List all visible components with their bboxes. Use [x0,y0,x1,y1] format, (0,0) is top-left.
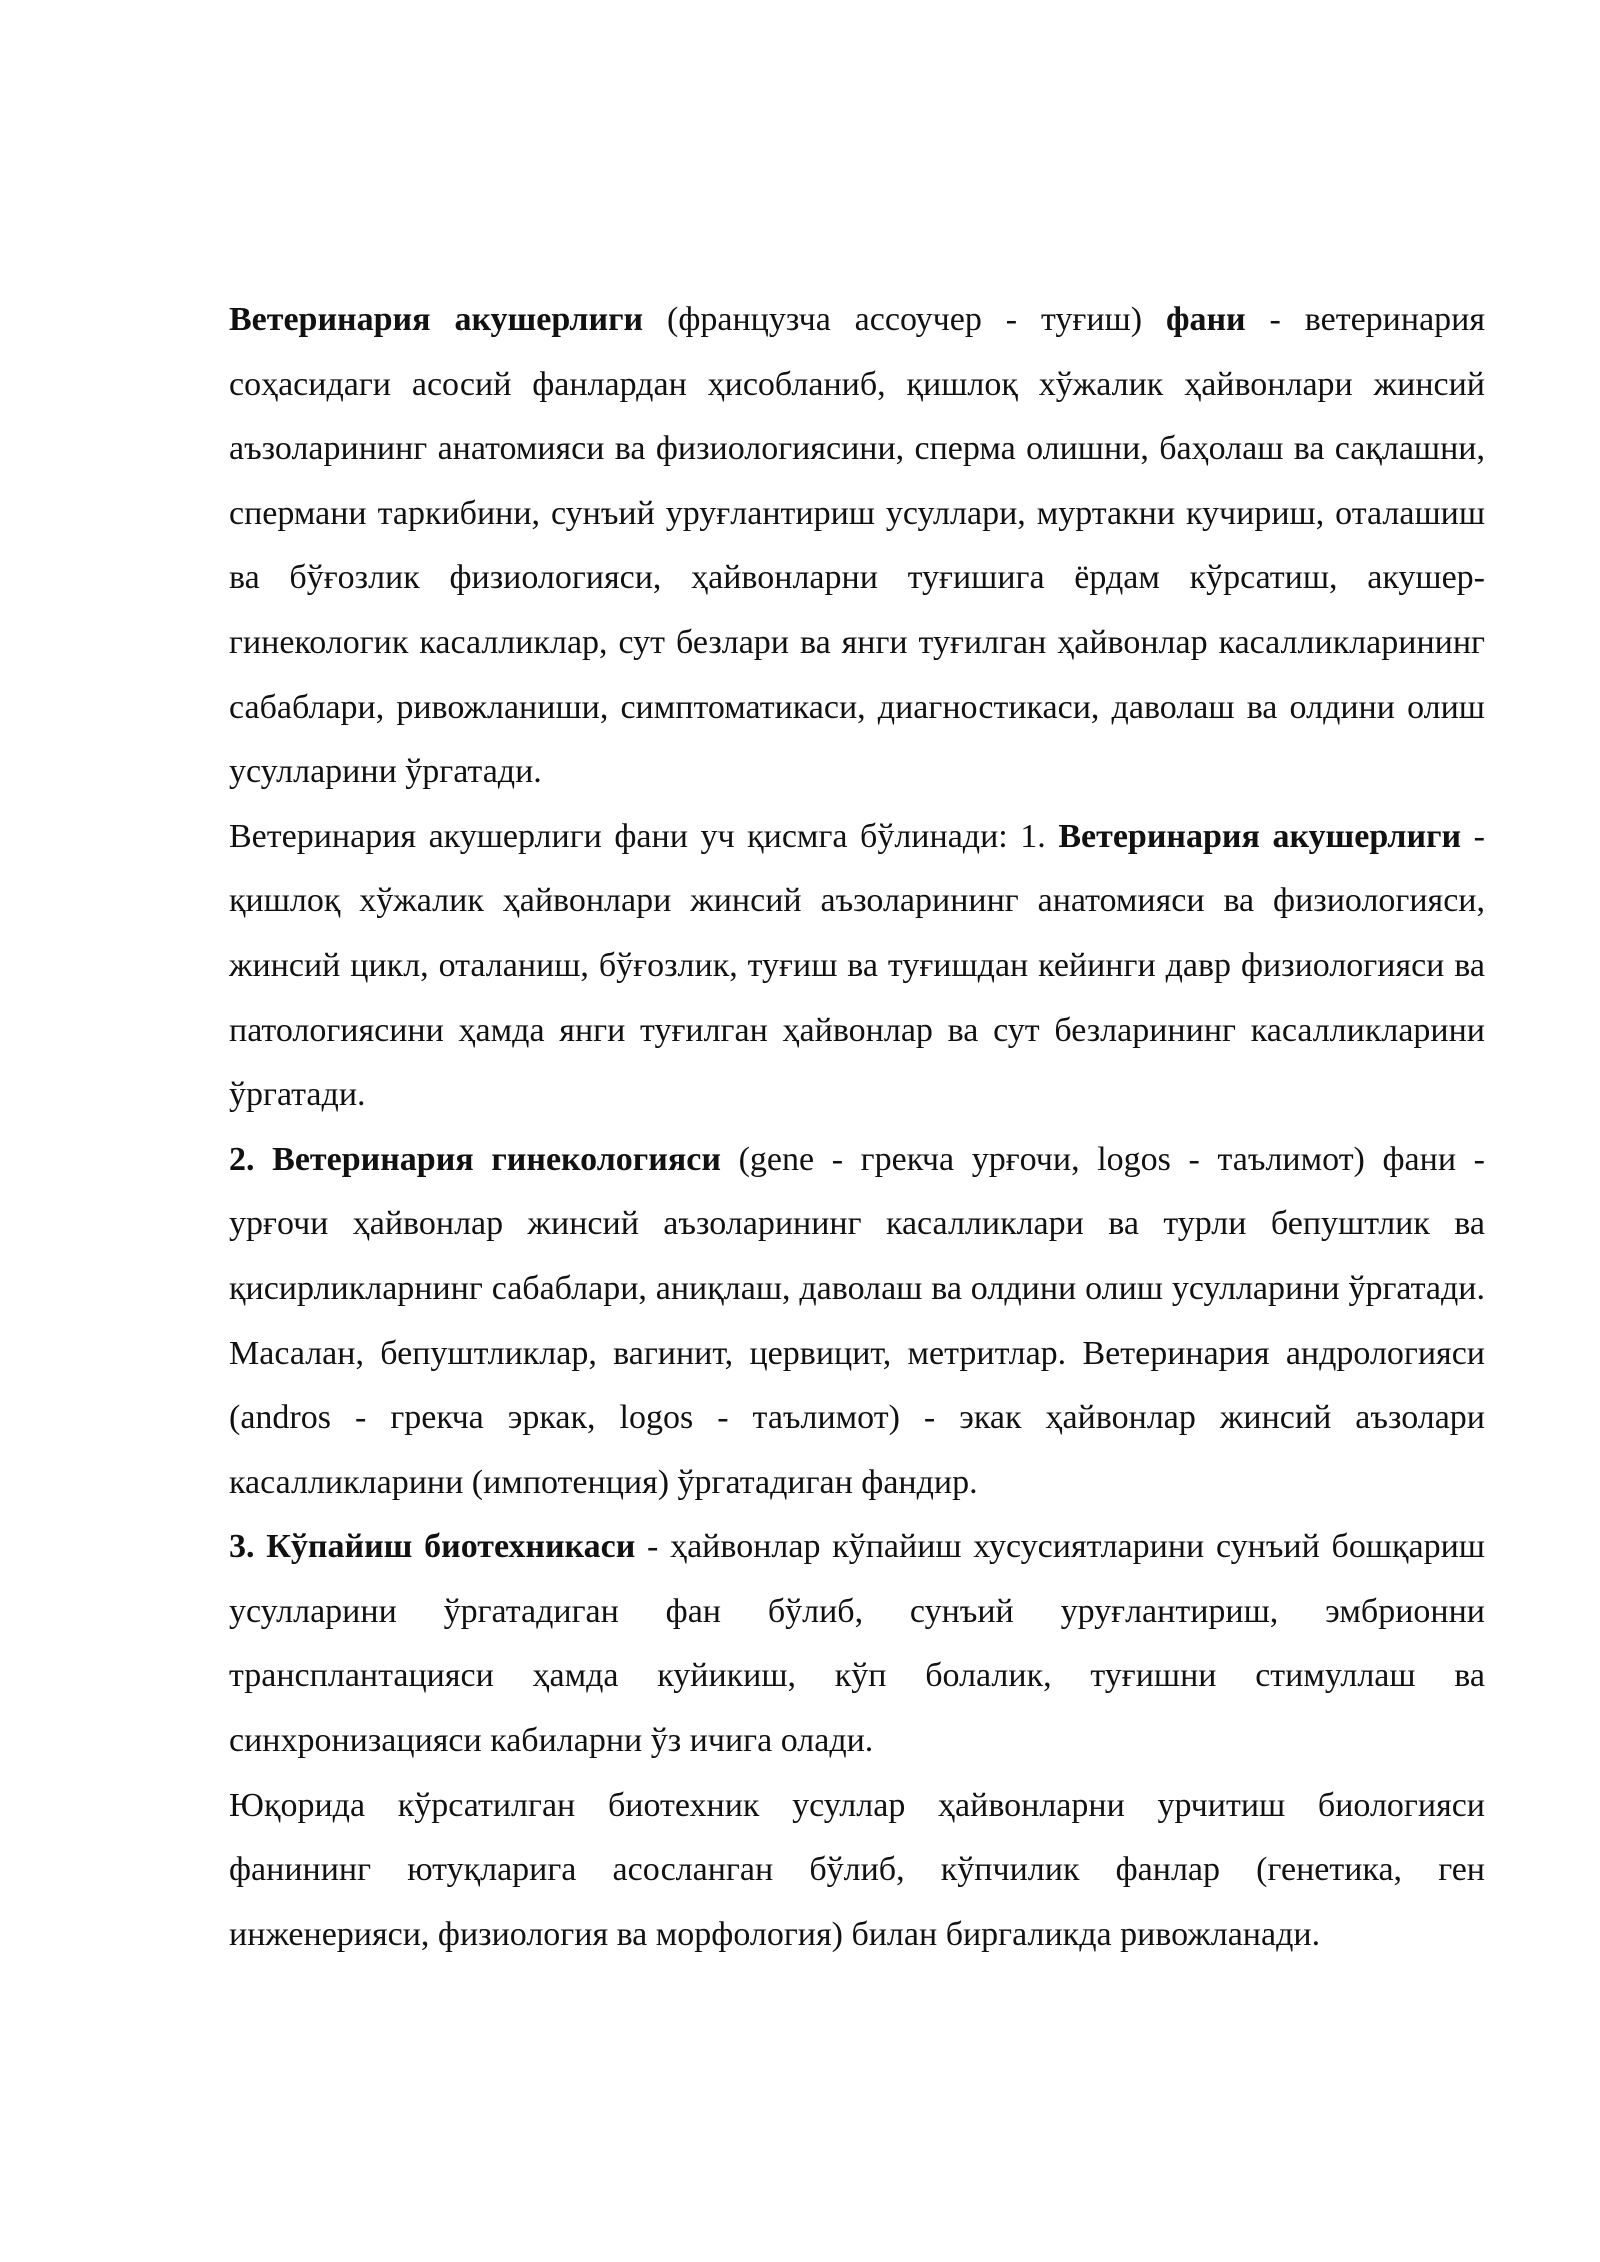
paragraph-text: Юқорида кўрсатилган биотехник усуллар ҳайвонларни урчитиш биологияси фанининг ютуқларига асосланган бўлиб, кўпчилик фанлар (генетика, ген инженерияси, физиология ва морфология) билан биргаликда ривожланади. [229,1786,1485,1953]
paragraph-text: - ҳайвонлар кўпайиш хусусиятларини сунъий бошқариш усулларини ўргатадиган фан бўлиб, сунъий уруғлантириш, эмбрионни трансплантацияси ҳамда куйикиш, кўп болалик, туғишни стимуллаш ва синхронизацияси кабиларни ўз ичига олади. [229,1528,1485,1760]
paragraph-text: - қишлоқ хўжалик ҳайвонлари жинсий аъзоларининг анатомияси ва физиологияси, жинсий цикл, оталаниш, бўғозлик, туғиш ва туғишдан кейинги давр физиологияси ва патологиясини ҳамда янги туғилган ҳайвонлар ва сут безларининг касалликларини ўргатади. [229,817,1485,1114]
term-subject: фани [1165,301,1246,338]
paragraph-text: Ветеринария акушерлиги фани уч қисмга бўлинади: 1. [229,817,1059,855]
paragraph-introduction [229,288,1485,805]
term-veterinary-obstetrics: Ветеринария акушерлиги [1058,817,1462,855]
document-page [229,288,1485,1967]
paragraph-text: (французча ассоучер - туғиш) [643,301,1166,338]
paragraph-text: (gene - грекча урғочи, logos - таълимот) фани - урғочи ҳайвонлар жинсий аъзоларининг касалликлари ва турли бепуштлик ва қисирликларнинг сабаблари, аниқлаш, даволаш ва олдини олиш усулларини ўргатади. Масалан, бепуштликлар, вагинит, цервицит, метритлар. Ветеринария андрологияси (andros - грекча эркак, logos - таълимот) - экак ҳайвонлар жинсий аъзолари касалликларини (импотенция) ўргатадиган фандир. [229,1140,1485,1501]
term-reproduction-biotechnics: 3. Кўпайиш биотехникаси [229,1528,636,1566]
paragraph-text: - ветеринария соҳасидаги асосий фанлардан ҳисобланиб, қишлоқ хўжалик ҳайвонлари жинсий аъзоларининг анатомияси ва физиологиясини, сперма олишни, баҳолаш ва сақлашни, спермани таркибини, сунъий уруғлантириш усуллари, муртакни кучириш, оталашиш ва бўғозлик физиологияси, ҳайвонларни туғишига ёрдам кўрсатиш, акушер-гинекологик касалликлар, сут безлари ва янги туғилган ҳайвонлар касалликларининг сабаблари, ривожланиши, симптоматикаси, диагностикаси, даволаш ва олдини олиш усулларини ўргатади. [229,301,1485,791]
paragraph-parts-obstetrics [229,805,1485,1128]
paragraph-gynecology [229,1128,1485,1516]
paragraph-conclusion [229,1774,1485,1968]
term-veterinary-gynecology: 2. Ветеринария гинекологияси [229,1140,721,1178]
term-veterinary-obstetrics: Ветеринария акушерлиги [229,301,644,338]
paragraph-reproduction-biotech [229,1515,1485,1773]
